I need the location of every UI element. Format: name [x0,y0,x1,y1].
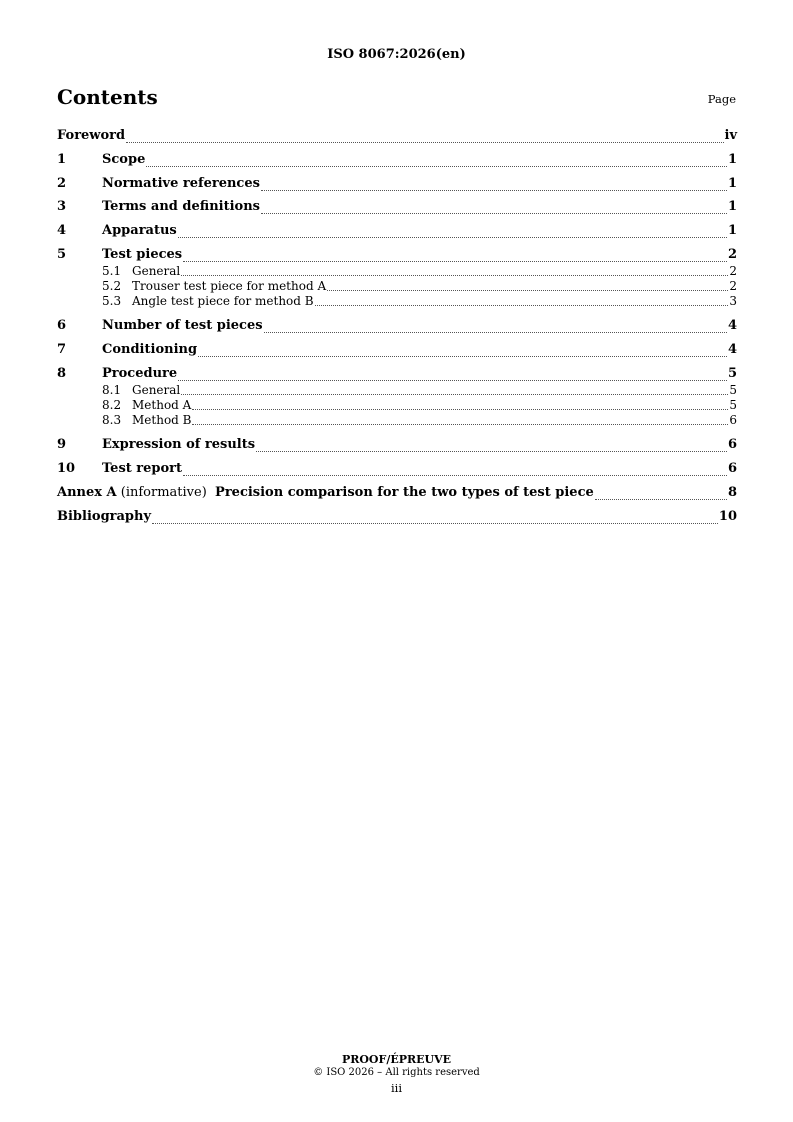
annex-title: Precision comparison for the two types of test piece [215,485,594,500]
toc-entry-conditioning[interactable] [57,342,737,360]
toc-leader-dots [192,408,728,410]
toc-entry-page: 1 [727,199,737,214]
toc-entry-number-of-test-pieces[interactable] [57,318,737,336]
document-id-header: ISO 8067:2026(en) [327,47,466,62]
toc-entry-number: 5.2 [102,279,122,293]
toc-leader-dots [146,165,727,167]
toc-leader-dots [198,355,727,357]
toc-entry-page: 2 [729,264,737,278]
toc-entry-normative-references[interactable] [57,176,737,194]
proof-stamp: PROOF/ÉPREUVE [341,1053,452,1066]
toc-entry-page: 1 [727,176,737,191]
toc-subentry-5-2-trouser-test-piece[interactable] [57,279,737,294]
toc-entry-number: 5.1 [102,264,122,278]
toc-entry-page: 8 [727,485,737,500]
toc-entry-title: Terms and definitions [102,199,260,214]
toc-leader-dots [327,289,728,291]
toc-entry-number: 6 [57,318,67,333]
toc-leader-dots [126,141,723,143]
toc-entry-title: Procedure [102,366,178,381]
toc-leader-dots [152,522,718,524]
toc-entry-number: 8.3 [102,413,122,427]
toc-entry-title: Test pieces [102,247,183,262]
toc-entry-title: General [132,383,181,397]
toc-entry-title: Foreword [57,128,126,143]
toc-entry-page: iv [724,128,737,143]
toc-entry-number: 5 [57,247,67,262]
toc-entry-number: 9 [57,437,67,452]
toc-entry-title: Scope [102,152,146,167]
page-footer [0,1053,793,1097]
toc-leader-dots [178,236,727,238]
copyright-notice: © ISO 2026 – All rights reserved [313,1067,480,1078]
toc-leader-dots [264,331,727,333]
toc-subentry-8-1-general[interactable] [57,383,737,398]
toc-entry-page: 5 [729,398,737,412]
annex-label: Annex A [57,485,117,500]
toc-leader-dots [595,498,727,500]
toc-entry-title: Test report [102,461,183,476]
toc-entry-procedure[interactable] [57,366,737,384]
toc-leader-dots [261,212,727,214]
toc-leader-dots [261,189,727,191]
toc-entry-title: Conditioning [102,342,198,357]
toc-entry-terms-and-definitions[interactable] [57,199,737,217]
toc-entry-page: 2 [729,279,737,293]
toc-entry-page: 6 [727,461,737,476]
toc-entry-number: 1 [57,152,67,167]
toc-leader-dots [192,423,728,425]
toc-subentry-8-2-method-a[interactable] [57,398,737,413]
toc-entry-page: 5 [727,366,737,381]
toc-entry-title: General [132,264,181,278]
toc-entry-page: 4 [727,342,737,357]
toc-entry-page: 4 [727,318,737,333]
page-column-label: Page [707,92,736,106]
toc-subentry-5-1-general[interactable] [57,264,737,279]
toc-entry-foreword[interactable] [57,128,737,146]
toc-entry-title: Apparatus [102,223,177,238]
toc-leader-dots [256,450,727,452]
toc-entry-number: 8 [57,366,67,381]
toc-leader-dots [181,274,728,276]
toc-leader-dots [183,260,727,262]
toc-entry-title: Number of test pieces [102,318,263,333]
toc-entry-page: 5 [729,383,737,397]
toc-entry-number: 2 [57,176,67,191]
toc-entry-title: Method A [132,398,192,412]
toc-entry-number: 5.3 [102,294,122,308]
toc-entry-apparatus[interactable] [57,223,737,241]
toc-entry-page: 1 [727,152,737,167]
toc-subentry-5-3-angle-test-piece[interactable] [57,294,737,309]
toc-leader-dots [178,379,727,381]
toc-leader-dots [315,304,729,306]
toc-entry-page: 3 [729,294,737,308]
toc-entry-annex-a[interactable] [57,485,737,503]
toc-entry-number: 7 [57,342,67,357]
toc-entry-scope[interactable] [57,152,737,170]
toc-entry-test-report[interactable] [57,461,737,479]
toc-entry-page: 6 [729,413,737,427]
annex-qualifier: (informative) [116,485,216,500]
toc-entry-number: 3 [57,199,67,214]
toc-entry-number: 8.1 [102,383,122,397]
toc-subentry-8-3-method-b[interactable] [57,413,737,428]
toc-entry-expression-of-results[interactable] [57,437,737,455]
toc-entry-page: 6 [727,437,737,452]
toc-entry-number: 10 [57,461,76,476]
toc-entry-page: 2 [727,247,737,262]
toc-entry-number: 8.2 [102,398,122,412]
contents-title: Contents [57,85,158,109]
toc-entry-bibliography[interactable] [57,509,737,527]
toc-entry-number: 4 [57,223,67,238]
toc-entry-title: Normative references [102,176,260,191]
page-number: iii [390,1081,403,1095]
toc-entry-test-pieces[interactable] [57,247,737,265]
toc-entry-title: Expression of results [102,437,256,452]
toc-entry-title: Trouser test piece for method A [132,279,327,293]
toc-leader-dots [181,393,728,395]
toc-entry-title: Angle test piece for method B [132,294,314,308]
toc-entry-page: 1 [727,223,737,238]
toc-entry-title: Method B [132,413,192,427]
toc-entry-page: 10 [718,509,737,524]
toc-leader-dots [183,474,727,476]
toc-entry-title: Bibliography [57,509,152,524]
